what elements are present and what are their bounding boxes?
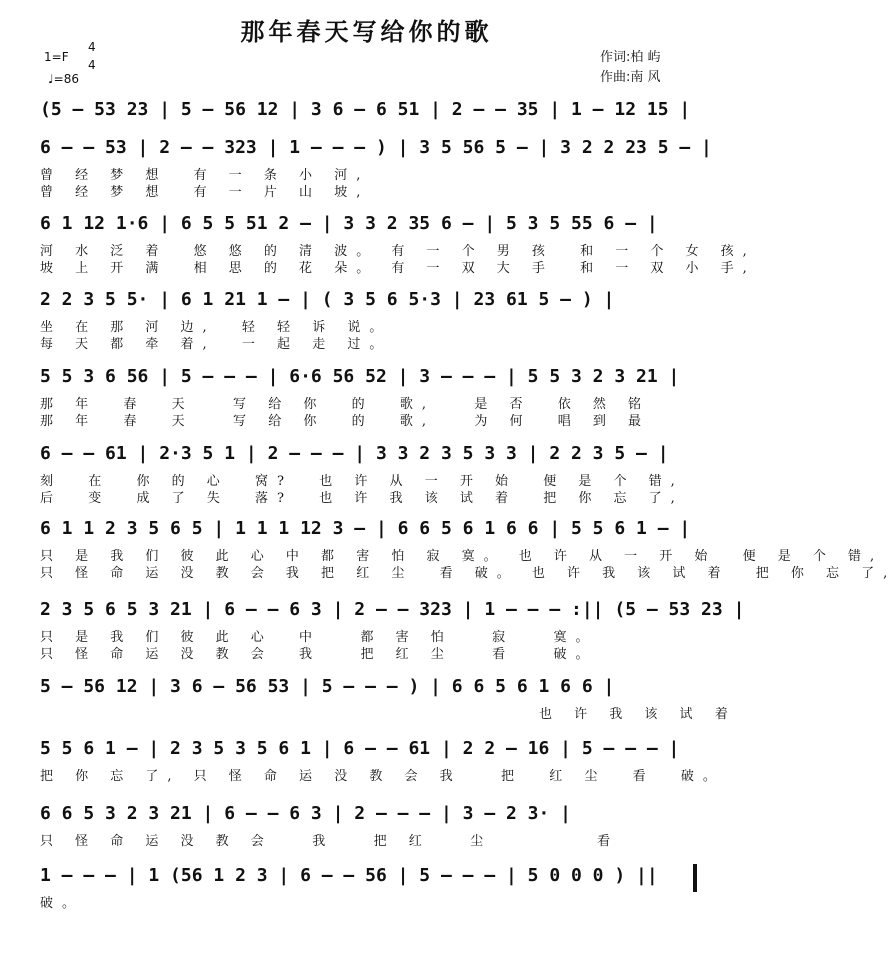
score-row	[40, 673, 737, 722]
song-title: 那年春天写给你的歌	[240, 17, 493, 46]
lyric-line: 曾 经 梦 想 有 一 条 小 河,	[40, 168, 370, 183]
lyric-line: 坐 在 那 河 边, 轻 轻 诉 说。	[40, 320, 392, 335]
notation-line: 5 5 3 6 56 | 5 – – – | 6·6 56 52 | 3 – – – | 5 5 3 2 3 21 |	[40, 365, 680, 387]
lyric-line: 坡 上 开 满 相 思 的 花 朵。 有 一 双 大 手 和 一 双 小 手,	[40, 261, 756, 276]
lyric-line: 也 许 我 该 试 着	[40, 707, 737, 722]
notation-line: 6 1 1 2 3 5 6 5 | 1 1 1 12 3 – | 6 6 5 6 1 6 6 | 5 5 6 1 – |	[40, 517, 691, 539]
lyric-line: 只 怪 命 运 没 教 会 我 把 红 尘 看 破。	[40, 647, 598, 662]
notation-line: 5 – 56 12 | 3 6 – 56 53 | 5 – – – ) | 6 6 5 6 1 6 6 |	[40, 675, 615, 697]
notation-line: 6 – – 53 | 2 – – 323 | 1 – – – ) | 3 5 56 5 – | 3 2 2 23 5 – |	[40, 136, 712, 158]
notation-line: (5 – 53 23 | 5 – 56 12 | 3 6 – 6 51 | 2 – – 35 | 1 – 12 15 |	[40, 98, 691, 120]
score-row	[40, 210, 756, 276]
score-row	[40, 515, 896, 581]
score-row	[40, 134, 712, 200]
time-signature-top: 4	[88, 40, 96, 54]
lyric-line: 后 变 成 了 失 落? 也 许 我 该 试 着 把 你 忘 了,	[40, 491, 684, 506]
lyric-line: 每 天 都 牵 着, 一 起 走 过。	[40, 337, 392, 352]
tempo-marking: ♩=86	[48, 72, 79, 86]
lyric-line: 只 是 我 们 彼 此 心 中 都 害 怕 寂 寞。	[40, 630, 598, 645]
notation-line: 1 – – – | 1 (56 1 2 3 | 6 – – 56 | 5 – – – | 5 0 0 0 ) ||	[40, 864, 658, 886]
notation-line: 5 5 6 1 – | 2 3 5 3 5 6 1 | 6 – – 61 | 2 2 – 16 | 5 – – – |	[40, 737, 680, 759]
lyricist-credit: 作词:柏 屿	[600, 50, 661, 65]
lyric-line: 只 怪 命 运 没 教 会 我 把 红 尘 看	[40, 834, 620, 849]
notation-line: 2 3 5 6 5 3 21 | 6 – – 6 3 | 2 – – 323 | 1 – – – :|| (5 – 53 23 |	[40, 598, 745, 620]
notation-line: 6 1 12 1·6 | 6 5 5 51 2 – | 3 3 2 35 6 – | 5 3 5 55 6 – |	[40, 212, 658, 234]
score-row	[40, 862, 700, 911]
score-row	[40, 596, 745, 662]
lyric-line: 那 年 春 天 写 给 你 的 歌, 是 否 依 然 铭	[40, 397, 651, 412]
notation-line: 6 – – 61 | 2·3 5 1 | 2 – – – | 3 3 2 3 5 3 3 | 2 2 3 5 – |	[40, 442, 669, 464]
lyric-line: 曾 经 梦 想 有 一 片 山 坡,	[40, 185, 370, 200]
composer-credit: 作曲:南 风	[600, 70, 661, 85]
notation-line: 6 6 5 3 2 3 21 | 6 – – 6 3 | 2 – – – | 3 – 2 3· |	[40, 802, 572, 824]
lyric-line: 只 怪 命 运 没 教 会 我 把 红 尘 看 破。 也 许 我 该 试 着 把 你 忘 了,	[40, 566, 896, 581]
notation-line: 2 2 3 5 5· | 6 1 21 1 – | ( 3 5 6 5·3 | 23 61 5 – ) |	[40, 288, 615, 310]
lyric-line: 刻 在 你 的 心 窝? 也 许 从 一 开 始 便 是 个 错,	[40, 474, 684, 489]
lyric-line: 只 是 我 们 彼 此 心 中 都 害 怕 寂 寞。 也 许 从 一 开 始 便 是 个 错,	[40, 549, 884, 564]
lyric-line: 河 水 泛 着 悠 悠 的 清 波。 有 一 个 男 孩 和 一 个 女 孩,	[40, 244, 756, 259]
score-row	[40, 96, 700, 122]
score-row	[40, 735, 725, 784]
lyric-line: 那 年 春 天 写 给 你 的 歌, 为 何 唱 到 最	[40, 414, 651, 429]
time-signature-bottom: 4	[88, 58, 96, 72]
score-row	[40, 440, 700, 506]
final-barline	[693, 864, 697, 892]
score-row	[40, 363, 700, 429]
lyric-line: 破。	[40, 896, 85, 911]
key-signature: 1=F	[44, 50, 69, 64]
lyric-line: 把 你 忘 了, 只 怪 命 运 没 教 会 我 把 红 尘 看 破。	[40, 769, 725, 784]
score-row	[40, 286, 700, 352]
score-row	[40, 800, 700, 849]
